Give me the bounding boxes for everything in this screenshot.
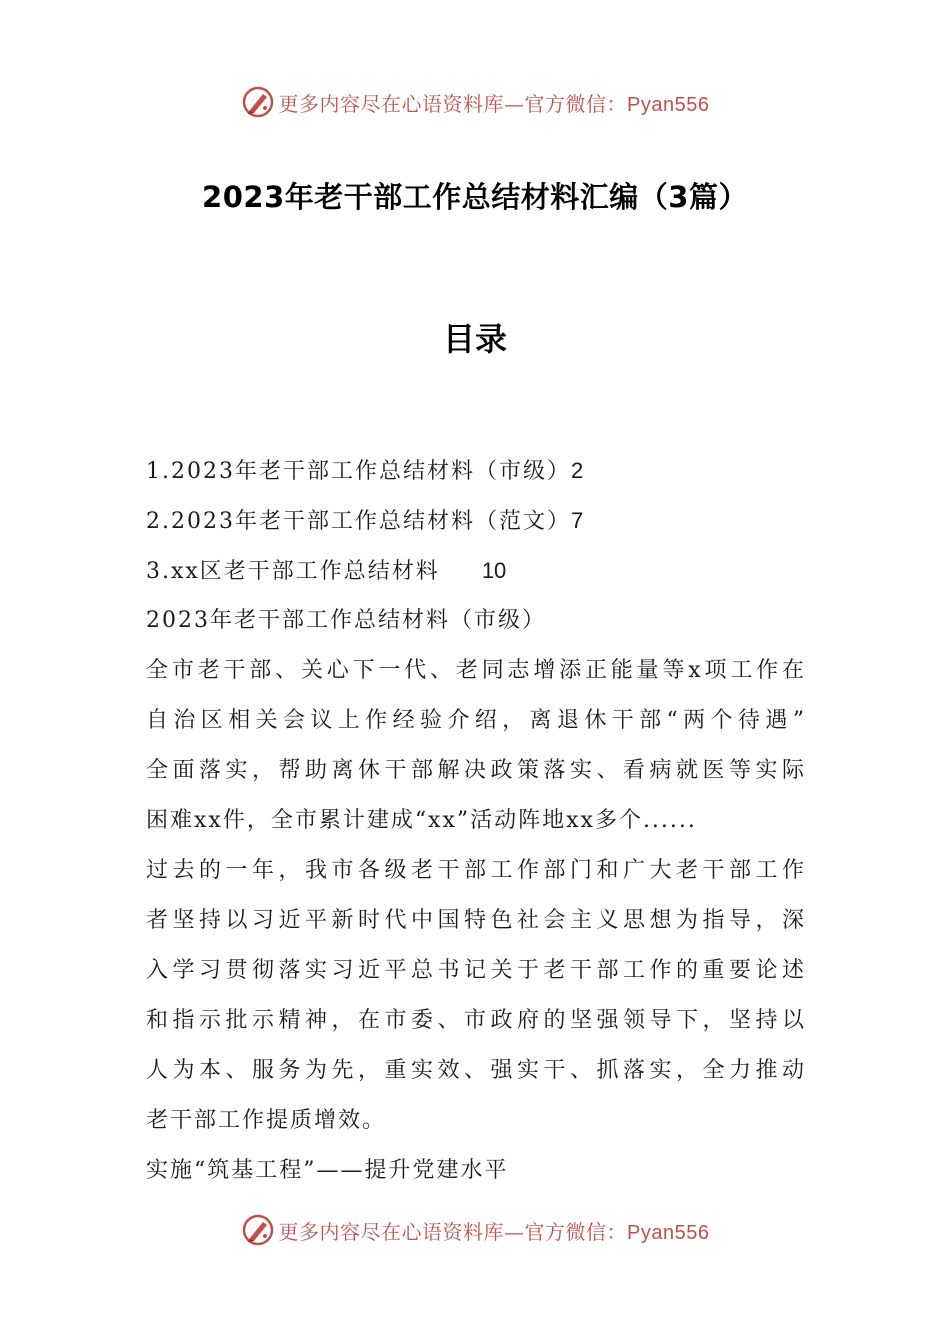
paragraph-line: 全市老干部、关心下一代、老同志增添正能量等x项工作在 — [146, 658, 806, 683]
toc-entry-page: 2 — [570, 458, 584, 483]
paragraph-line: 困难xx件，全市累计建成“xx”活动阵地xx多个...... — [146, 808, 697, 833]
toc-entry-label: 1.2023年老干部工作总结材料（市级） — [146, 459, 571, 484]
paragraph-line: 过去的一年，我市各级老干部工作部门和广大老干部工作 — [146, 858, 806, 883]
header-watermark — [0, 82, 950, 122]
paragraph-2 — [146, 846, 806, 1146]
toc-entry-page: 10 — [481, 558, 507, 583]
document-title: 2023年老干部工作总结材料汇编（3篇） — [202, 180, 748, 214]
paragraph-line: 人为本、服务为先，重实效、强实干、抓落实，全力推动 — [146, 1058, 806, 1083]
paragraph-line: 者坚持以习近平新时代中国特色社会主义思想为指导，深 — [146, 908, 806, 933]
paragraph-line: 自治区相关会议上作经验介绍，离退休干部“两个待遇” — [146, 708, 806, 733]
toc-entry-label: 3.xx区老干部工作总结材料 — [146, 559, 440, 584]
paragraph-line: 全面落实，帮助离休干部解决政策落实、看病就医等实际 — [146, 758, 806, 783]
footer-watermark — [0, 1210, 950, 1250]
toc-entry-2[interactable] — [146, 496, 806, 546]
paragraph-1 — [146, 646, 806, 846]
paragraph-line: 和指示批示精神，在市委、市政府的坚强领导下，坚持以 — [146, 1008, 806, 1033]
toc-entry-page: 7 — [570, 508, 584, 533]
toc-entry-1[interactable] — [146, 446, 806, 496]
toc-entry-3[interactable] — [146, 546, 806, 596]
toc-entry-label: 2.2023年老干部工作总结材料（范文） — [146, 509, 571, 534]
subheading: 实施“筑基工程”——提升党建水平 — [146, 1158, 509, 1183]
pen-logo-icon — [241, 85, 275, 119]
toc-heading: 目录 — [442, 320, 507, 358]
section-title: 2023年老干部工作总结材料（市级） — [146, 608, 546, 633]
document-body — [146, 446, 806, 1196]
paragraph-line: 老干部工作提质增效。 — [146, 1108, 387, 1133]
pen-logo-icon — [241, 1213, 275, 1247]
watermark-text: 更多内容尽在心语资料库—官方微信：Pyan556 — [278, 91, 710, 116]
watermark-text: 更多内容尽在心语资料库—官方微信：Pyan556 — [278, 1219, 710, 1244]
paragraph-line: 入学习贯彻落实习近平总书记关于老干部工作的重要论述 — [146, 958, 806, 983]
